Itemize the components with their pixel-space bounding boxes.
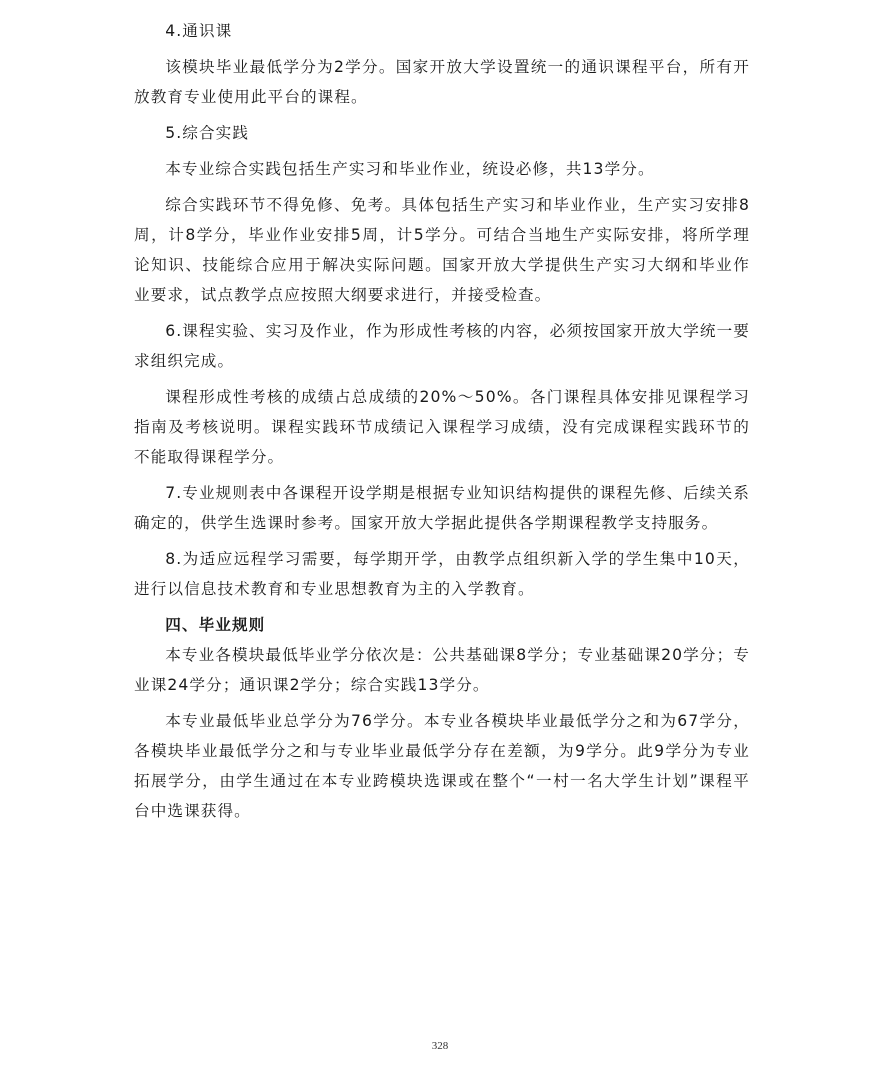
list-item-experiments: 6.课程实验、实习及作业，作为形成性考核的内容，必须按国家开放大学统一要求组织完成。: [134, 322, 750, 370]
paragraph: 综合实践环节不得免修、免考。具体包括生产实习和毕业作业，生产实习安排8周，计8学分，毕业作业安排5周，计5学分。可结合当地生产实际安排，将所学理论知识、技能综合应用于解决实际问题。国家开放大学提供生产实习大纲和毕业作业要求，试点教学点应按照大纲要求进行，并接受检查。: [134, 196, 750, 304]
list-item-comprehensive-practice: 5.综合实践: [165, 124, 250, 142]
section-heading: 四、毕业规则: [165, 616, 266, 634]
paragraph: 本专业各模块最低毕业学分依次是：公共基础课8学分；专业基础课20学分；专业课24学分；通识课2学分；综合实践13学分。: [134, 646, 750, 694]
list-item-orientation: 8.为适应远程学习需要，每学期开学，由教学点组织新入学的学生集中10天，进行以信息技术教育和专业思想教育为主的入学教育。: [134, 550, 750, 598]
list-item-general-course: 4.通识课: [165, 22, 233, 40]
paragraph: 本专业综合实践包括生产实习和毕业作业，统设必修，共13学分。: [165, 160, 655, 178]
paragraph: 课程形成性考核的成绩占总成绩的20%～50%。各门课程具体安排见课程学习指南及考核说明。课程实践环节成绩记入课程学习成绩，没有完成课程实践环节的不能取得课程学分。: [134, 388, 750, 466]
paragraph: 本专业最低毕业总学分为76学分。本专业各模块毕业最低学分之和为67学分，各模块毕业最低学分之和与专业毕业最低学分存在差额，为9学分。此9学分为专业拓展学分，由学生通过在本专业跨模块选课或在整个“一村一名大学生计划”课程平台中选课获得。: [134, 712, 750, 820]
page-body: [134, 16, 750, 832]
paragraph: 该模块毕业最低学分为2学分。国家开放大学设置统一的通识课程平台，所有开放教育专业使用此平台的课程。: [134, 58, 750, 106]
page-number: 328: [431, 1040, 449, 1052]
list-item-semester-planning: 7.专业规则表中各课程开设学期是根据专业知识结构提供的课程先修、后续关系确定的，供学生选课时参考。国家开放大学据此提供各学期课程教学支持服务。: [134, 484, 750, 532]
